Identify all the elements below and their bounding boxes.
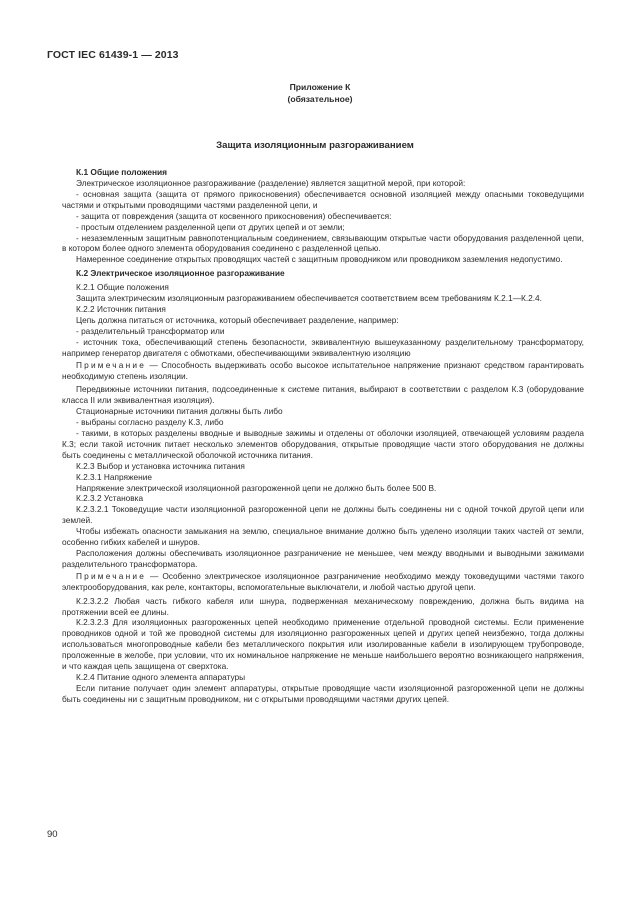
- paragraph: Чтобы избежать опасности замыкания на землю, специальное внимание должно быть уделено изоляции таких частей от земли, особенно гибких кабелей и шнуров.: [62, 526, 584, 548]
- paragraph: - защита от повреждения (защита от косвенного прикосновения) обеспечивается:: [76, 210, 392, 221]
- section-k2-heading: К.2 Электрическое изоляционное разгораживание: [76, 268, 285, 279]
- document-body: [62, 167, 584, 705]
- annex-status: (обязательное): [287, 94, 353, 104]
- note-2: [62, 571, 584, 593]
- note-text: — Способность выдерживать особо высокое испытательное напряжение признают средством гарантировать необходимую степень изоляции.: [62, 359, 584, 381]
- note-1: [62, 360, 584, 382]
- subsection-heading: К.2.3.1 Напряжение: [76, 471, 153, 482]
- annex-heading: [5, 81, 630, 105]
- subsection-heading: К.2.1 Общие положения: [76, 282, 169, 293]
- paragraph: К.2.3.2.3 Для изоляционных разгороженных цепей необходимо применение отдельной проводной системы. Если применение проводников одной и той же проводной системы для изоляционно разгороженных цепей и других цепей неизбежно, тогда должны использоваться многопроводные кабели без металлического покрытия или изолированные кабели в изолирующем трубопроводе, проложенные в желобе, при условии, что их номинальное напряжение не меньше наибольшего вероятно возникающего напряжения, и что каждая цепь защищена от сверхтока.: [62, 617, 584, 672]
- paragraph: Защита электрическим изоляционным разгораживанием обеспечивается соответствием всем требованиям К.2.1—К.2.4.: [76, 293, 542, 304]
- note-label: Примечание: [76, 359, 147, 370]
- paragraph: Расположения должны обеспечивать изоляционное разграничение не меньшее, чем между вводными и выводными зажимами разделительного трансформатора.: [62, 548, 584, 569]
- section-k1-heading: К.1 Общие положения: [76, 167, 168, 177]
- page-number: 90: [47, 829, 58, 840]
- paragraph: - простым отделением разделенной цепи от других цепей и от земли;: [76, 221, 345, 232]
- paragraph: Стационарные источники питания должны быть либо: [76, 406, 283, 417]
- paragraph: Цепь должна питаться от источника, который обеспечивает разделение, например:: [76, 314, 399, 325]
- paragraph: Электрическое изоляционное разгораживание (разделение) является защитной мерой, при которой:: [76, 178, 466, 188]
- paragraph: - разделительный трансформатор или: [76, 325, 225, 336]
- paragraph: Напряжение электрической изоляционной разгороженной цепи не должно быть более 500 В.: [76, 482, 437, 493]
- subsection-heading: К.2.2 Источник питания: [76, 304, 166, 315]
- paragraph: Намеренное соединение открытых проводящих частей с защитным проводником или проводником заземления недопустимо.: [76, 254, 563, 265]
- paragraph: - такими, в которых разделены вводные и выводные зажимы и отделены от оболочки изоляцией, отвечающей условиям раздела К.3; если такой источник питает несколько элементов оборудования, открытые проводящие части этого оборудования не должны быть соединены с металлической оболочкой источника питания.: [62, 428, 584, 460]
- subsection-heading: К.2.4 Питание одного элемента аппаратуры: [76, 671, 246, 682]
- note-text: — Особенно электрическое изоляционное разграничение необходимо между токоведущими частями такого электрооборудования, как реле, контакторы, вспомогательные выключатели, и любой частью другой цепи.: [62, 570, 584, 592]
- annex-title: Приложение К: [289, 82, 351, 92]
- paragraph: Передвижные источники питания, подсоединенные к системе питания, выбирают в соответствии с разделом К.3 (оборудование класса II или эквивалентная изоляция).: [62, 384, 584, 406]
- main-title: Защита изоляционным разгораживанием: [216, 140, 414, 151]
- paragraph: - основная защита (защита от прямого прикосновения) обеспечивается основной изоляцией между опасными токоведущими частями и открытыми проводящими частями разделенной цепи, и: [62, 188, 584, 210]
- paragraph: - незаземленным защитным равнопотенциальным соединением, связывающим открытые части оборудования разделенной цепи, в котором более одного элемента оборудования соединено с разделенной цепью.: [62, 232, 584, 254]
- subsection-heading: К.2.3.2 Установка: [76, 493, 144, 504]
- paragraph: К.2.3.2.2 Любая часть гибкого кабеля или шнура, подверженная механическому повреждению, должна быть видима на протяжении всей ее длины.: [62, 595, 584, 617]
- document-header: ГОСТ IEC 61439-1 — 2013: [47, 49, 179, 61]
- paragraph: - выбраны согласно разделу К.3, либо: [76, 417, 224, 428]
- paragraph: Если питание получает один элемент аппаратуры, открытые проводящие части изоляционной разгороженной цепи не должны быть соединены ни с защитным проводником, ни с открытыми проводящими частями других цепей.: [62, 682, 584, 704]
- note-label: Примечание: [76, 570, 147, 581]
- paragraph: - источник тока, обеспечивающий степень безопасности, эквивалентную вышеуказанному разделительному трансформатору, например генератор двигателя с обмотками, обеспечивающими эквивалентную изоляцию: [62, 336, 584, 358]
- paragraph: К.2.3.2.1 Токоведущие части изоляционной разгороженной цепи не должны быть соединены ни с одной точкой другой цепи или землей.: [62, 504, 584, 526]
- subsection-heading: К.2.3 Выбор и установка источника питания: [76, 460, 245, 471]
